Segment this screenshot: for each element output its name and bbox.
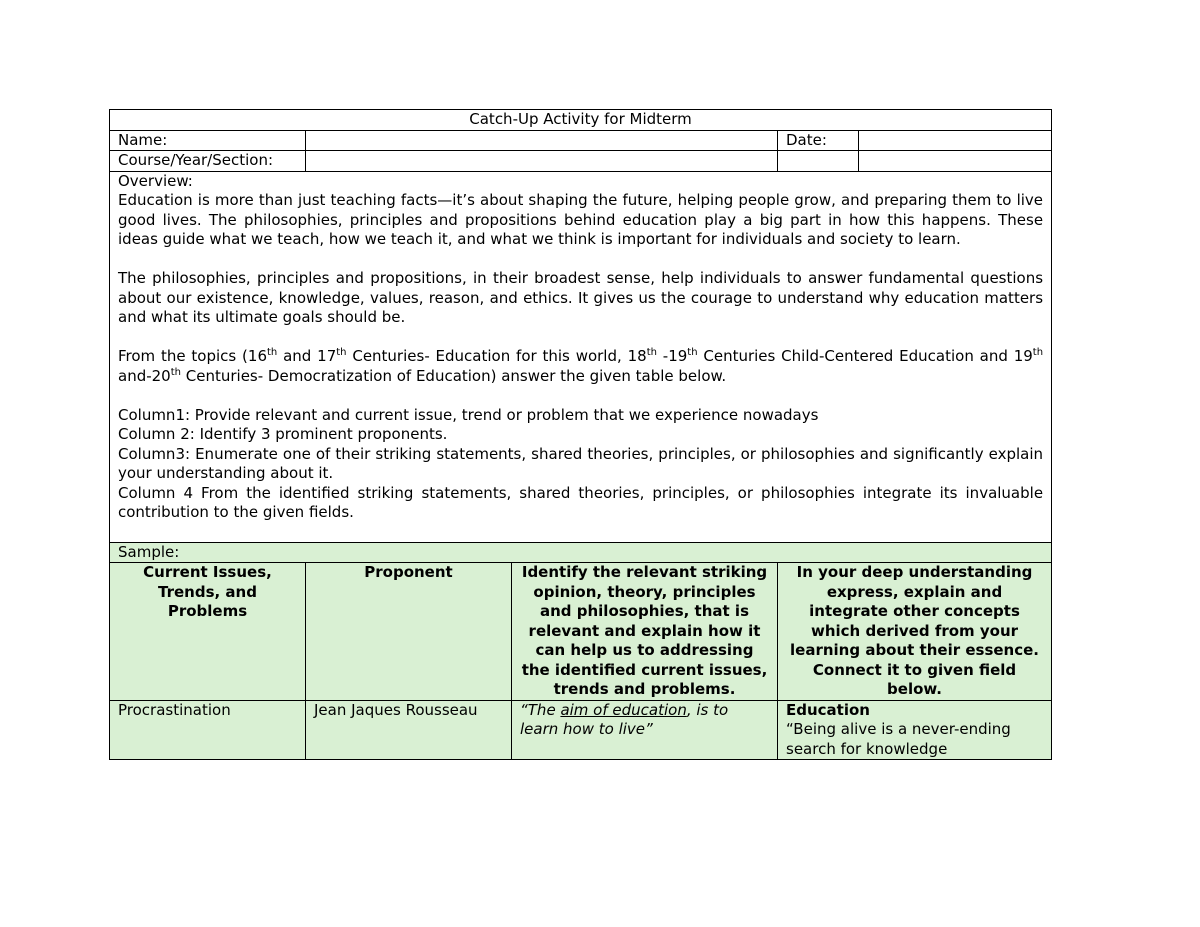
header-deep-understanding: In your deep understanding express, explain and integrate other concepts which derived from your learning about their essence. Connect it to given field below. (778, 563, 1052, 701)
sample-field-cell (778, 700, 1052, 760)
activity-sheet (109, 109, 1051, 760)
sample-quote: “The aim of education, is to learn how to live” (512, 700, 778, 760)
name-label: Name: (110, 130, 306, 151)
date-label: Date: (778, 130, 859, 151)
column4-instruction: Column 4 From the identified striking statements, shared theories, principles, or philosophies integrate its invaluable contribution to the given fields. (118, 483, 1044, 521)
sample-field-text: “Being alive is a never-ending search for knowledge (786, 720, 1011, 758)
course-empty-cell (778, 151, 859, 172)
overview-paragraph-2: The philosophies, principles and propositions, in their broadest sense, help individuals to answer fundamental questions about our existence, knowledge, values, reason, and ethics. It gives us the courage to understand why education matters and what its ultimate goals should be. (118, 269, 1044, 326)
header-current-issues: Current Issues, Trends, and Problems (110, 563, 306, 701)
course-empty-cell-2 (859, 151, 1052, 172)
name-field[interactable] (306, 130, 778, 151)
page-title: Catch-Up Activity for Midterm (110, 110, 1052, 131)
sample-proponent: Jean Jaques Rousseau (306, 700, 512, 760)
activity-table (109, 109, 1052, 760)
overview-paragraph-3: From the topics (16th and 17th Centuries- Education for this world, 18th -19th Centuries Child-Centered Education and 19th and-20th Centuries- Democratization of Education) answer the given table below. (118, 347, 1044, 385)
header-proponent: Proponent (306, 563, 512, 701)
sample-label: Sample: (110, 542, 1052, 563)
column1-instruction: Column1: Provide relevant and current issue, trend or problem that we experience nowadays (118, 405, 819, 424)
sample-issue: Procrastination (110, 700, 306, 760)
header-relevant-opinion: Identify the relevant striking opinion, theory, principles and philosophies, that is relevant and explain how it can help us to addressing the identified current issues, trends and problems. (512, 563, 778, 701)
course-field[interactable] (306, 151, 778, 172)
overview-section (110, 171, 1052, 542)
course-label: Course/Year/Section: (110, 151, 306, 172)
column2-instruction: Column 2: Identify 3 prominent proponents. (118, 425, 448, 443)
sample-field-title: Education (786, 700, 870, 719)
column3-instruction: Column3: Enumerate one of their striking statements, shared theories, principles, or philosophies and significantly explain your understanding about it. (118, 444, 1044, 482)
date-field[interactable] (859, 130, 1052, 151)
overview-paragraph-1: Education is more than just teaching facts—it’s about shaping the future, helping people grow, and preparing them to live good lives. The philosophies, principles and propositions behind education play a big part in how this happens. These ideas guide what we teach, how we teach it, and what we think is important for individuals and society to learn. (118, 191, 1044, 248)
overview-heading: Overview: (118, 171, 193, 190)
